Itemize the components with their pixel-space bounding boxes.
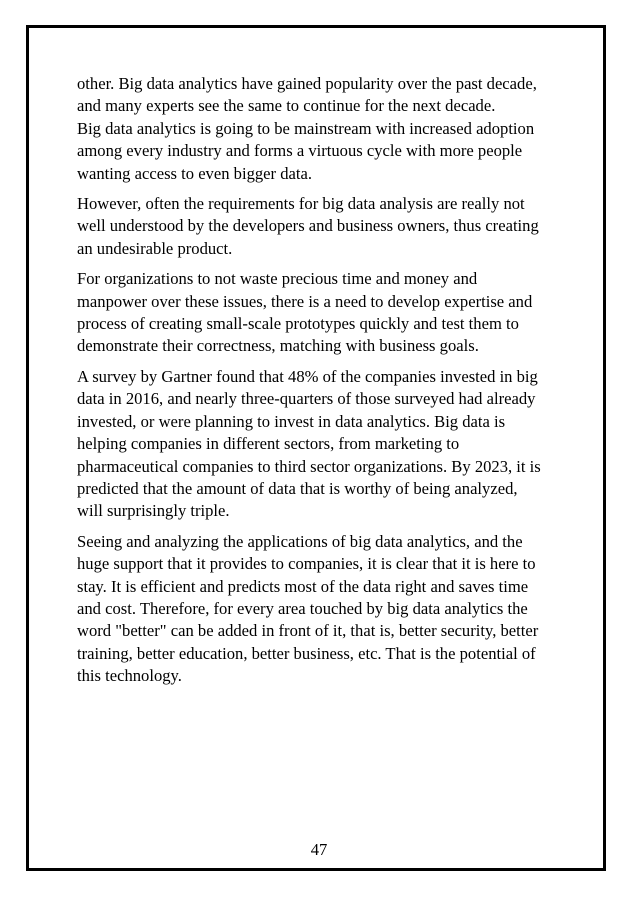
text-line: word "better" can be added in front of it, that is, better security, better [77,621,539,641]
text-line: an undesirable product. [77,238,233,258]
text-line: However, often the requirements for big data analysis are really not [77,194,525,214]
text-line: For organizations to not waste precious time and money and [77,269,478,289]
text-line: will surprisingly triple. [77,501,230,521]
paragraph [77,73,567,185]
text-line: process of creating small-scale prototypes quickly and test them to [77,314,519,334]
text-line: well understood by the developers and business owners, thus creating [77,216,539,236]
text-line: among every industry and forms a virtuous cycle with more people [77,141,523,161]
text-line: invested, or were planning to invest in data analytics. Big data is [77,411,506,431]
page-content [77,73,567,696]
text-line: wanting access to even bigger data. [77,163,312,183]
text-line: Big data analytics is going to be mainstream with increased adoption [77,118,535,138]
text-line: and many experts see the same to continue for the next decade. [77,96,496,116]
paragraph [77,531,567,688]
text-line: Seeing and analyzing the applications of big data analytics, and the [77,531,523,551]
text-line: pharmaceutical companies to third sector organizations. By 2023, it is [77,456,541,476]
page-number: 47 [310,840,328,859]
text-line: stay. It is efficient and predicts most of the data right and saves time [77,576,529,596]
text-line: A survey by Gartner found that 48% of the companies invested in big [77,366,538,386]
text-line: data in 2016, and nearly three-quarters of those surveyed had already [77,389,536,409]
text-line: predicted that the amount of data that is worthy of being analyzed, [77,478,518,498]
text-line: helping companies in different sectors, from marketing to [77,434,460,454]
text-line: manpower over these issues, there is a need to develop expertise and [77,291,533,311]
text-line: this technology. [77,666,182,686]
text-line: training, better education, better business, etc. That is the potential of [77,643,536,663]
text-line: huge support that it provides to companies, it is clear that it is here to [77,554,536,574]
paragraph [77,268,567,358]
text-line: other. Big data analytics have gained popularity over the past decade, [77,74,537,93]
paragraph [77,366,567,523]
paragraph [77,193,567,260]
text-line: demonstrate their correctness, matching with business goals. [77,336,479,356]
text-line: and cost. Therefore, for every area touched by big data analytics the [77,598,528,618]
